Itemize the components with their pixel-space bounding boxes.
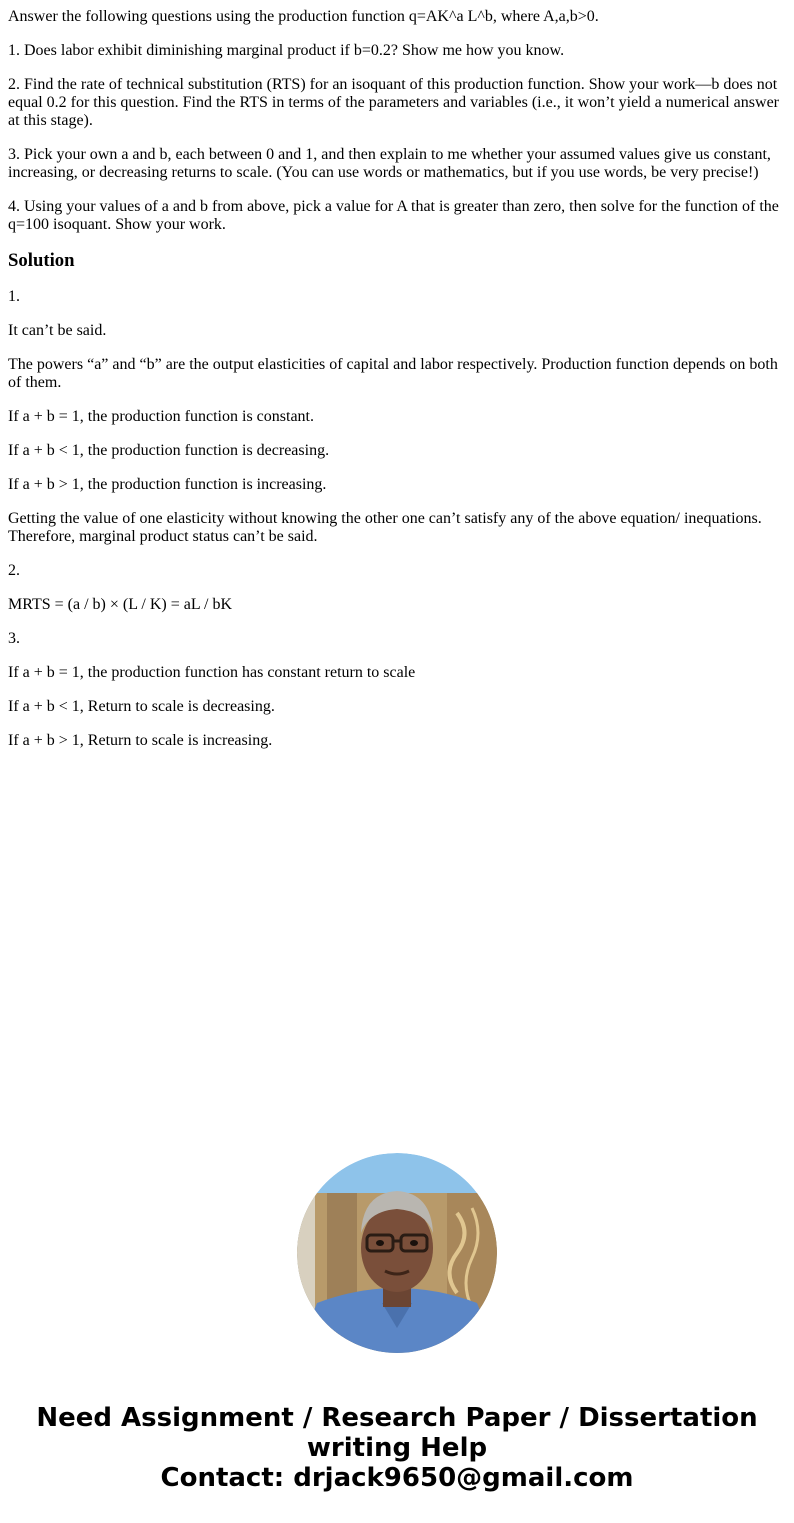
author-avatar <box>297 1153 497 1353</box>
solution-paragraph: MRTS = (a / b) × (L / K) = aL / bK <box>8 596 232 613</box>
footer-line-1: Need Assignment / Research Paper / Dissertation <box>36 1403 758 1433</box>
solution-paragraph: The powers “a” and “b” are the output elasticities of capital and labor respectively. Production function depends on both of them. <box>8 356 778 391</box>
solution-paragraph: Getting the value of one elasticity without knowing the other one can’t satisfy any of the above equation/ inequations. Therefore, marginal product status can’t be said. <box>8 510 762 545</box>
solution-paragraph: 3. <box>8 630 20 647</box>
solution-paragraph: It can’t be said. <box>8 322 107 339</box>
question-item-1: 1. Does labor exhibit diminishing marginal product if b=0.2? Show me how you know. <box>8 42 565 59</box>
question-intro: Answer the following questions using the production function q=AK^a L^b, where A,a,b>0. <box>8 8 599 25</box>
solution-paragraph: 2. <box>8 562 20 579</box>
footer-line-2: writing Help <box>306 1433 488 1463</box>
solution-heading: Solution <box>8 250 75 271</box>
solution-paragraph: If a + b < 1, Return to scale is decreasing. <box>8 698 275 715</box>
promo-footer <box>0 1403 794 1493</box>
footer-contact: Contact: drjack9650@gmail.com <box>160 1463 634 1493</box>
solution-paragraph: If a + b > 1, Return to scale is increasing. <box>8 732 273 749</box>
solution-paragraph: If a + b > 1, the production function is increasing. <box>8 476 327 493</box>
solution-paragraph: If a + b = 1, the production function has constant return to scale <box>8 664 416 681</box>
question-item-3: 3. Pick your own a and b, each between 0 and 1, and then explain to me whether your assumed values give us constant, increasing, or decreasing returns to scale. (You can use words or mathematics, but if you use words, be very precise!) <box>8 146 771 181</box>
solution-paragraph: 1. <box>8 288 20 305</box>
solution-paragraph: If a + b < 1, the production function is decreasing. <box>8 442 330 459</box>
solution-paragraph: If a + b = 1, the production function is constant. <box>8 408 314 425</box>
question-item-2: 2. Find the rate of technical substitution (RTS) for an isoquant of this production function. Show your work—b does not equal 0.2 for this question. Find the RTS in terms of the parameters and variables (i.e., it won’t yield a numerical answer at this stage). <box>8 76 779 129</box>
page-content <box>8 8 784 766</box>
question-item-4: 4. Using your values of a and b from above, pick a value for A that is greater than zero, then solve for the function of the q=100 isoquant. Show your work. <box>8 198 779 233</box>
person-photo-icon <box>297 1153 497 1353</box>
